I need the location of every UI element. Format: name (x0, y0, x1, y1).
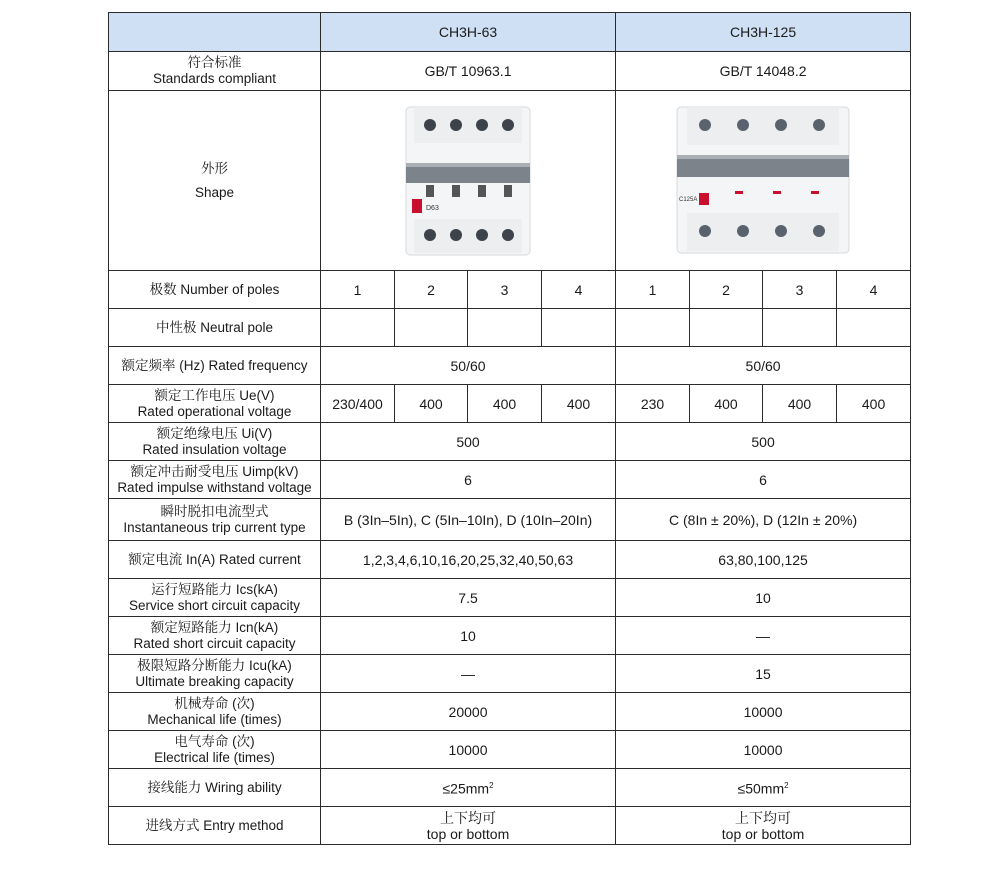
uimp-col2: 6 (616, 461, 911, 499)
row-voltage-ui (109, 423, 911, 461)
neutral-cell (468, 309, 542, 347)
poles-cell: 1 (616, 271, 690, 309)
ics-label-zh: 运行短路能力 Ics(kA) (151, 581, 278, 597)
voltage-ue-label-zh: 额定工作电压 Ue(V) (154, 387, 275, 403)
entry-col1-en: top or bottom (426, 825, 510, 842)
icn-label-en: Rated short circuit capacity (133, 635, 296, 651)
row-entry (109, 807, 911, 845)
wiring-col1-sup: 2 (489, 781, 494, 791)
neutral-cell (763, 309, 837, 347)
shape-label-en: Shape (194, 184, 235, 200)
neutral-cell (837, 309, 911, 347)
row-voltage-ue (109, 385, 911, 423)
poles-cell: 3 (468, 271, 542, 309)
voltage-ue-cell: 230 (616, 385, 690, 423)
row-ics (109, 579, 911, 617)
poles-cell: 2 (690, 271, 763, 309)
entry-col1 (321, 807, 616, 845)
entry-label: 进线方式 Entry method (109, 807, 321, 845)
entry-col2 (616, 807, 911, 845)
frequency-label: 额定频率 (Hz) Rated frequency (109, 347, 321, 385)
trip-label-zh: 瞬时脱扣电流型式 (160, 503, 269, 519)
frequency-col2: 50/60 (616, 347, 911, 385)
trip-col2: C (8In ± 20%), D (12In ± 20%) (616, 499, 911, 541)
row-uimp (109, 461, 911, 499)
voltage-ue-cell: 400 (395, 385, 468, 423)
icu-label-zh: 极限短路分断能力 Icu(kA) (137, 657, 292, 673)
ics-label (109, 579, 321, 617)
elec-life-label-en: Electrical life (times) (154, 749, 275, 765)
neutral-cell (690, 309, 763, 347)
row-wiring (109, 769, 911, 807)
header-row (109, 13, 911, 52)
row-neutral (109, 309, 911, 347)
entry-col2-en: top or bottom (721, 825, 805, 842)
row-icn (109, 617, 911, 655)
icn-col1: 10 (321, 617, 616, 655)
voltage-ui-label-en: Rated insulation voltage (142, 441, 287, 457)
breaker-ch3h-63-image (398, 101, 538, 261)
standards-label-en: Standards compliant (152, 71, 277, 86)
trip-label-en: Instantaneous trip current type (123, 519, 306, 535)
icn-label-zh: 额定短路能力 Icn(kA) (150, 619, 279, 635)
spec-table (108, 12, 911, 845)
breaker-ch3h-63-marking: D63 (426, 204, 439, 212)
icn-col2: — (616, 617, 911, 655)
voltage-ui-label-zh: 额定绝缘电压 Ui(V) (156, 425, 273, 441)
uimp-col1: 6 (321, 461, 616, 499)
wiring-col2-sup: 2 (784, 781, 789, 791)
voltage-ue-cell: 400 (690, 385, 763, 423)
neutral-label: 中性极 Neutral pole (109, 309, 321, 347)
breaker-ch3h-125-image (673, 101, 853, 261)
header-corner (109, 13, 321, 52)
voltage-ue-cell: 400 (468, 385, 542, 423)
icu-col1: — (321, 655, 616, 693)
row-shape (109, 91, 911, 271)
poles-cell: 2 (395, 271, 468, 309)
voltage-ui-col1: 500 (321, 423, 616, 461)
voltage-ue-label-en: Rated operational voltage (137, 403, 292, 419)
neutral-cell (321, 309, 395, 347)
wiring-col1-value: ≤25mm (442, 780, 490, 797)
uimp-label-zh: 额定冲击耐受电压 Uimp(kV) (130, 463, 299, 479)
voltage-ue-label (109, 385, 321, 423)
uimp-label (109, 461, 321, 499)
row-frequency (109, 347, 911, 385)
poles-cell: 3 (763, 271, 837, 309)
breaker-ch3h-125-marking: C125A (679, 196, 698, 203)
elec-life-label (109, 731, 321, 769)
header-ch3h-125: CH3H-125 (616, 13, 911, 52)
mech-life-label-zh: 机械寿命 (次) (174, 695, 255, 711)
voltage-ui-col2: 500 (616, 423, 911, 461)
shape-col1 (321, 91, 616, 271)
row-icu (109, 655, 911, 693)
voltage-ue-cell: 400 (837, 385, 911, 423)
frequency-col1: 50/60 (321, 347, 616, 385)
rated-current-col1: 1,2,3,4,6,10,16,20,25,32,40,50,63 (321, 541, 616, 579)
shape-label (109, 91, 321, 271)
wiring-col2-value: ≤50mm (737, 780, 785, 797)
elec-life-col2: 10000 (616, 731, 911, 769)
elec-life-label-zh: 电气寿命 (次) (174, 733, 255, 749)
shape-label-zh: 外形 (201, 160, 228, 176)
row-trip (109, 499, 911, 541)
standards-col2: GB/T 14048.2 (616, 52, 911, 91)
standards-col1: GB/T 10963.1 (321, 52, 616, 91)
row-standards (109, 52, 911, 91)
wiring-col1 (321, 769, 616, 807)
icu-label (109, 655, 321, 693)
poles-label: 极数 Number of poles (109, 271, 321, 309)
entry-col1-zh: 上下均可 (440, 809, 497, 826)
icu-col2: 15 (616, 655, 911, 693)
row-mech-life (109, 693, 911, 731)
rated-current-col2: 63,80,100,125 (616, 541, 911, 579)
voltage-ue-cell: 400 (542, 385, 616, 423)
shape-col2 (616, 91, 911, 271)
elec-life-col1: 10000 (321, 731, 616, 769)
standards-label-zh: 符合标准 (187, 55, 242, 70)
voltage-ui-label (109, 423, 321, 461)
icu-label-en: Ultimate breaking capacity (135, 673, 294, 689)
trip-col1: B (3In–5In), C (5In–10In), D (10In–20In) (321, 499, 616, 541)
row-rated-current (109, 541, 911, 579)
mech-life-label (109, 693, 321, 731)
neutral-cell (542, 309, 616, 347)
ics-label-en: Service short circuit capacity (128, 597, 301, 613)
wiring-label: 接线能力 Wiring ability (109, 769, 321, 807)
poles-cell: 1 (321, 271, 395, 309)
trip-label (109, 499, 321, 541)
mech-life-label-en: Mechanical life (times) (147, 711, 282, 727)
entry-col2-zh: 上下均可 (735, 809, 792, 826)
mech-life-col2: 10000 (616, 693, 911, 731)
row-elec-life (109, 731, 911, 769)
voltage-ue-cell: 400 (763, 385, 837, 423)
row-poles (109, 271, 911, 309)
poles-cell: 4 (542, 271, 616, 309)
ics-col2: 10 (616, 579, 911, 617)
voltage-ue-cell: 230/400 (321, 385, 395, 423)
neutral-cell (616, 309, 690, 347)
mech-life-col1: 20000 (321, 693, 616, 731)
wiring-col2 (616, 769, 911, 807)
neutral-cell (395, 309, 468, 347)
ics-col1: 7.5 (321, 579, 616, 617)
standards-label (109, 52, 321, 91)
rated-current-label: 额定电流 In(A) Rated current (109, 541, 321, 579)
poles-cell: 4 (837, 271, 911, 309)
uimp-label-en: Rated impulse withstand voltage (117, 479, 312, 495)
header-ch3h-63: CH3H-63 (321, 13, 616, 52)
icn-label (109, 617, 321, 655)
